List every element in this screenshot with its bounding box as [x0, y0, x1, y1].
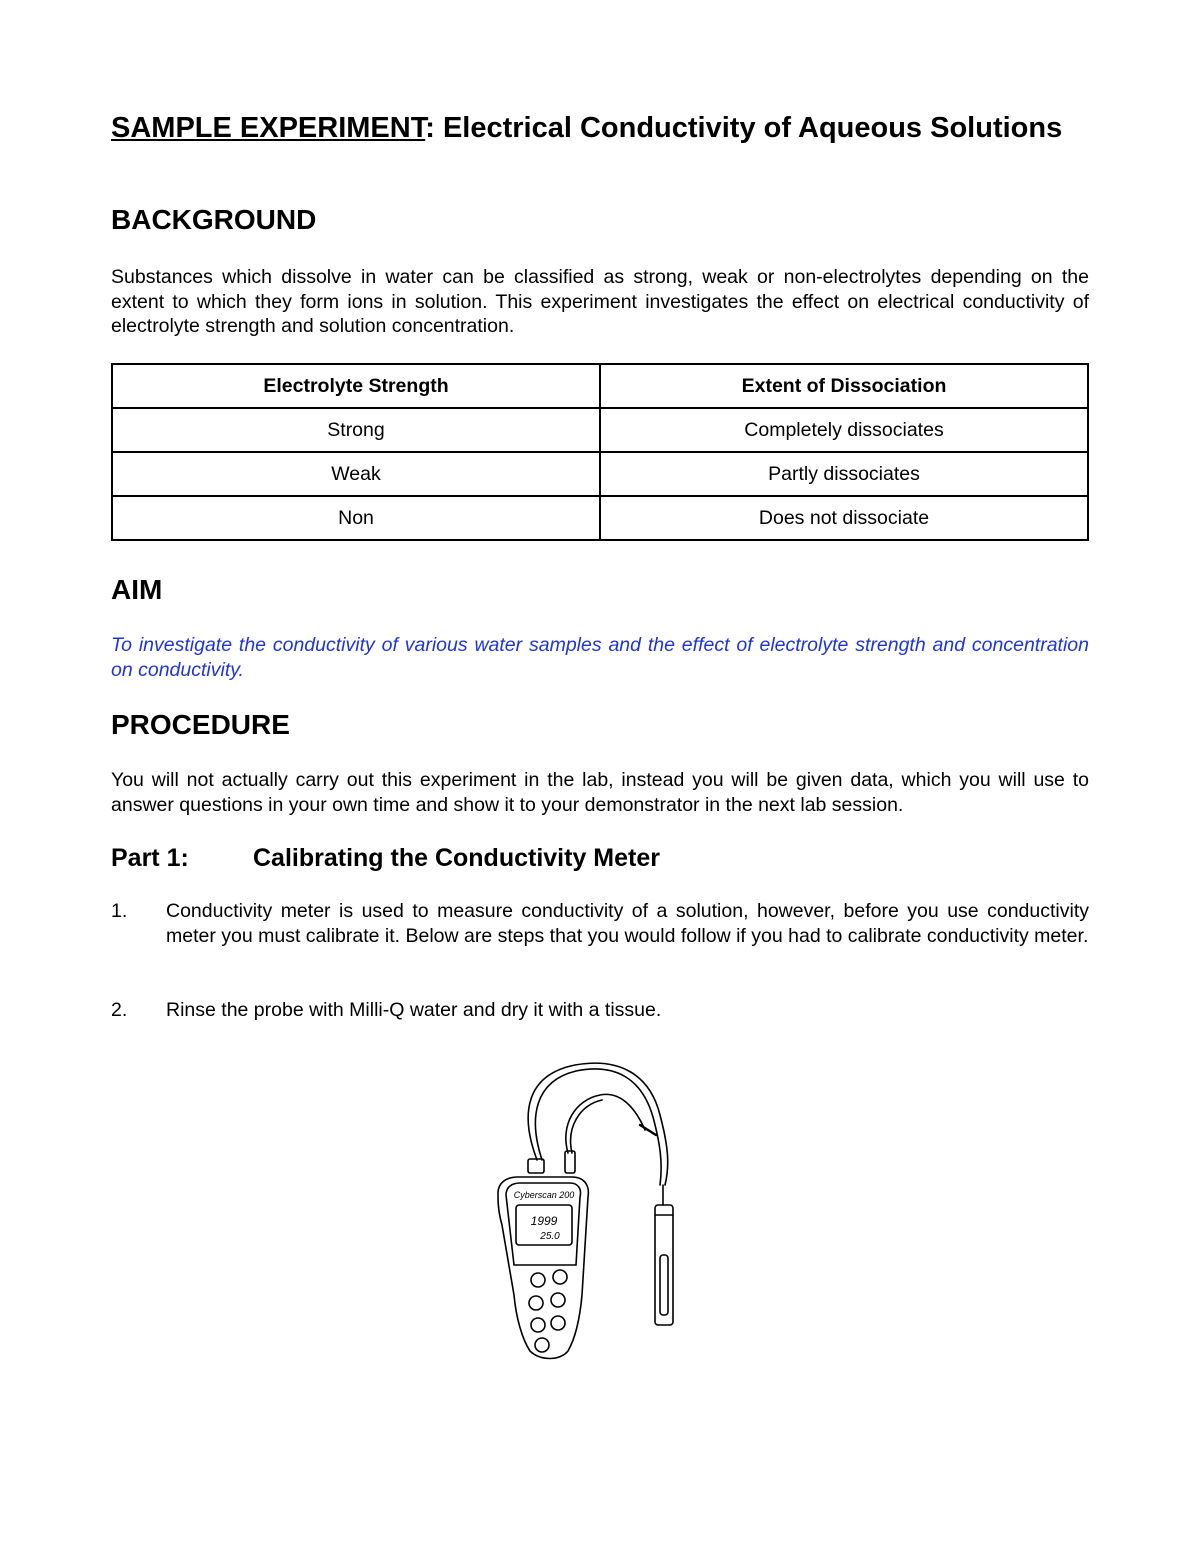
table-cell: Weak — [112, 452, 600, 496]
part1-heading — [111, 843, 660, 873]
table-header: Electrolyte Strength — [112, 364, 600, 408]
title-separator: : — [425, 112, 435, 144]
procedure-text: You will not actually carry out this experiment in the lab, instead you will be given data, which you will use to answer questions in your own time and show it to your demonstrator in the next lab session. — [111, 769, 1089, 816]
meter-temperature: 25.0 — [540, 1231, 560, 1242]
meter-button — [551, 1316, 565, 1330]
page-title — [111, 110, 1089, 147]
table-header: Extent of Dissociation — [600, 364, 1088, 408]
table-row — [112, 408, 1088, 452]
meter-button — [551, 1293, 565, 1307]
meter-button — [529, 1296, 543, 1310]
meter-reading: 1999 — [530, 1214, 558, 1228]
connector-plug — [528, 1159, 544, 1173]
step-number: 1. — [111, 900, 128, 922]
meter-brand: Cyberscan 200 — [513, 1190, 575, 1200]
aim-text: To investigate the conductivity of various water samples and the effect of electrolyte strength and concentration on conductivity. — [111, 634, 1089, 681]
title-rest: Electrical Conductivity of Aqueous Solutions — [434, 112, 1063, 144]
table-header-row — [112, 364, 1088, 408]
conductivity-meter-illustration — [480, 1055, 710, 1375]
procedure-step — [111, 899, 1089, 948]
background-heading: BACKGROUND — [111, 204, 317, 235]
probe-body — [655, 1205, 673, 1325]
step-text: Conductivity meter is used to measure conductivity of a solution, however, before you use conductivity meter you must calibrate it. Below are steps that you would follow if you had to calibrate conductivity meter. — [166, 900, 1089, 947]
second-cable — [566, 1094, 645, 1153]
title-label: SAMPLE EXPERIMENT — [111, 112, 426, 144]
meter-button — [531, 1318, 545, 1332]
table-row — [112, 452, 1088, 496]
table-cell: Completely dissociates — [600, 408, 1088, 452]
procedure-heading: PROCEDURE — [111, 709, 290, 740]
meter-button — [535, 1338, 549, 1352]
table-cell: Strong — [112, 408, 600, 452]
probe-window — [660, 1255, 668, 1315]
part1-title: Calibrating the Conductivity Meter — [253, 844, 660, 872]
part1-number: Part 1: — [111, 844, 189, 872]
aim-heading: AIM — [111, 574, 163, 605]
background-paragraph: Substances which dissolve in water can be classified as strong, weak or non-electrolytes depending on the extent to which they form ions in solution. This experiment investigates the effect on electrical conductivity of electrolyte strength and solution concentration. — [111, 266, 1089, 337]
meter-button — [531, 1273, 545, 1287]
step-number: 2. — [111, 999, 128, 1021]
table-cell: Partly dissociates — [600, 452, 1088, 496]
probe-cable — [528, 1063, 668, 1185]
connector-pin — [565, 1151, 575, 1173]
table-row — [112, 496, 1088, 540]
meter-button — [553, 1270, 567, 1284]
electrolyte-table — [111, 363, 1089, 541]
table-cell: Does not dissociate — [600, 496, 1088, 540]
step-text: Rinse the probe with Milli-Q water and dry it with a tissue. — [166, 999, 662, 1021]
procedure-step — [111, 998, 1089, 1023]
table-cell: Non — [112, 496, 600, 540]
